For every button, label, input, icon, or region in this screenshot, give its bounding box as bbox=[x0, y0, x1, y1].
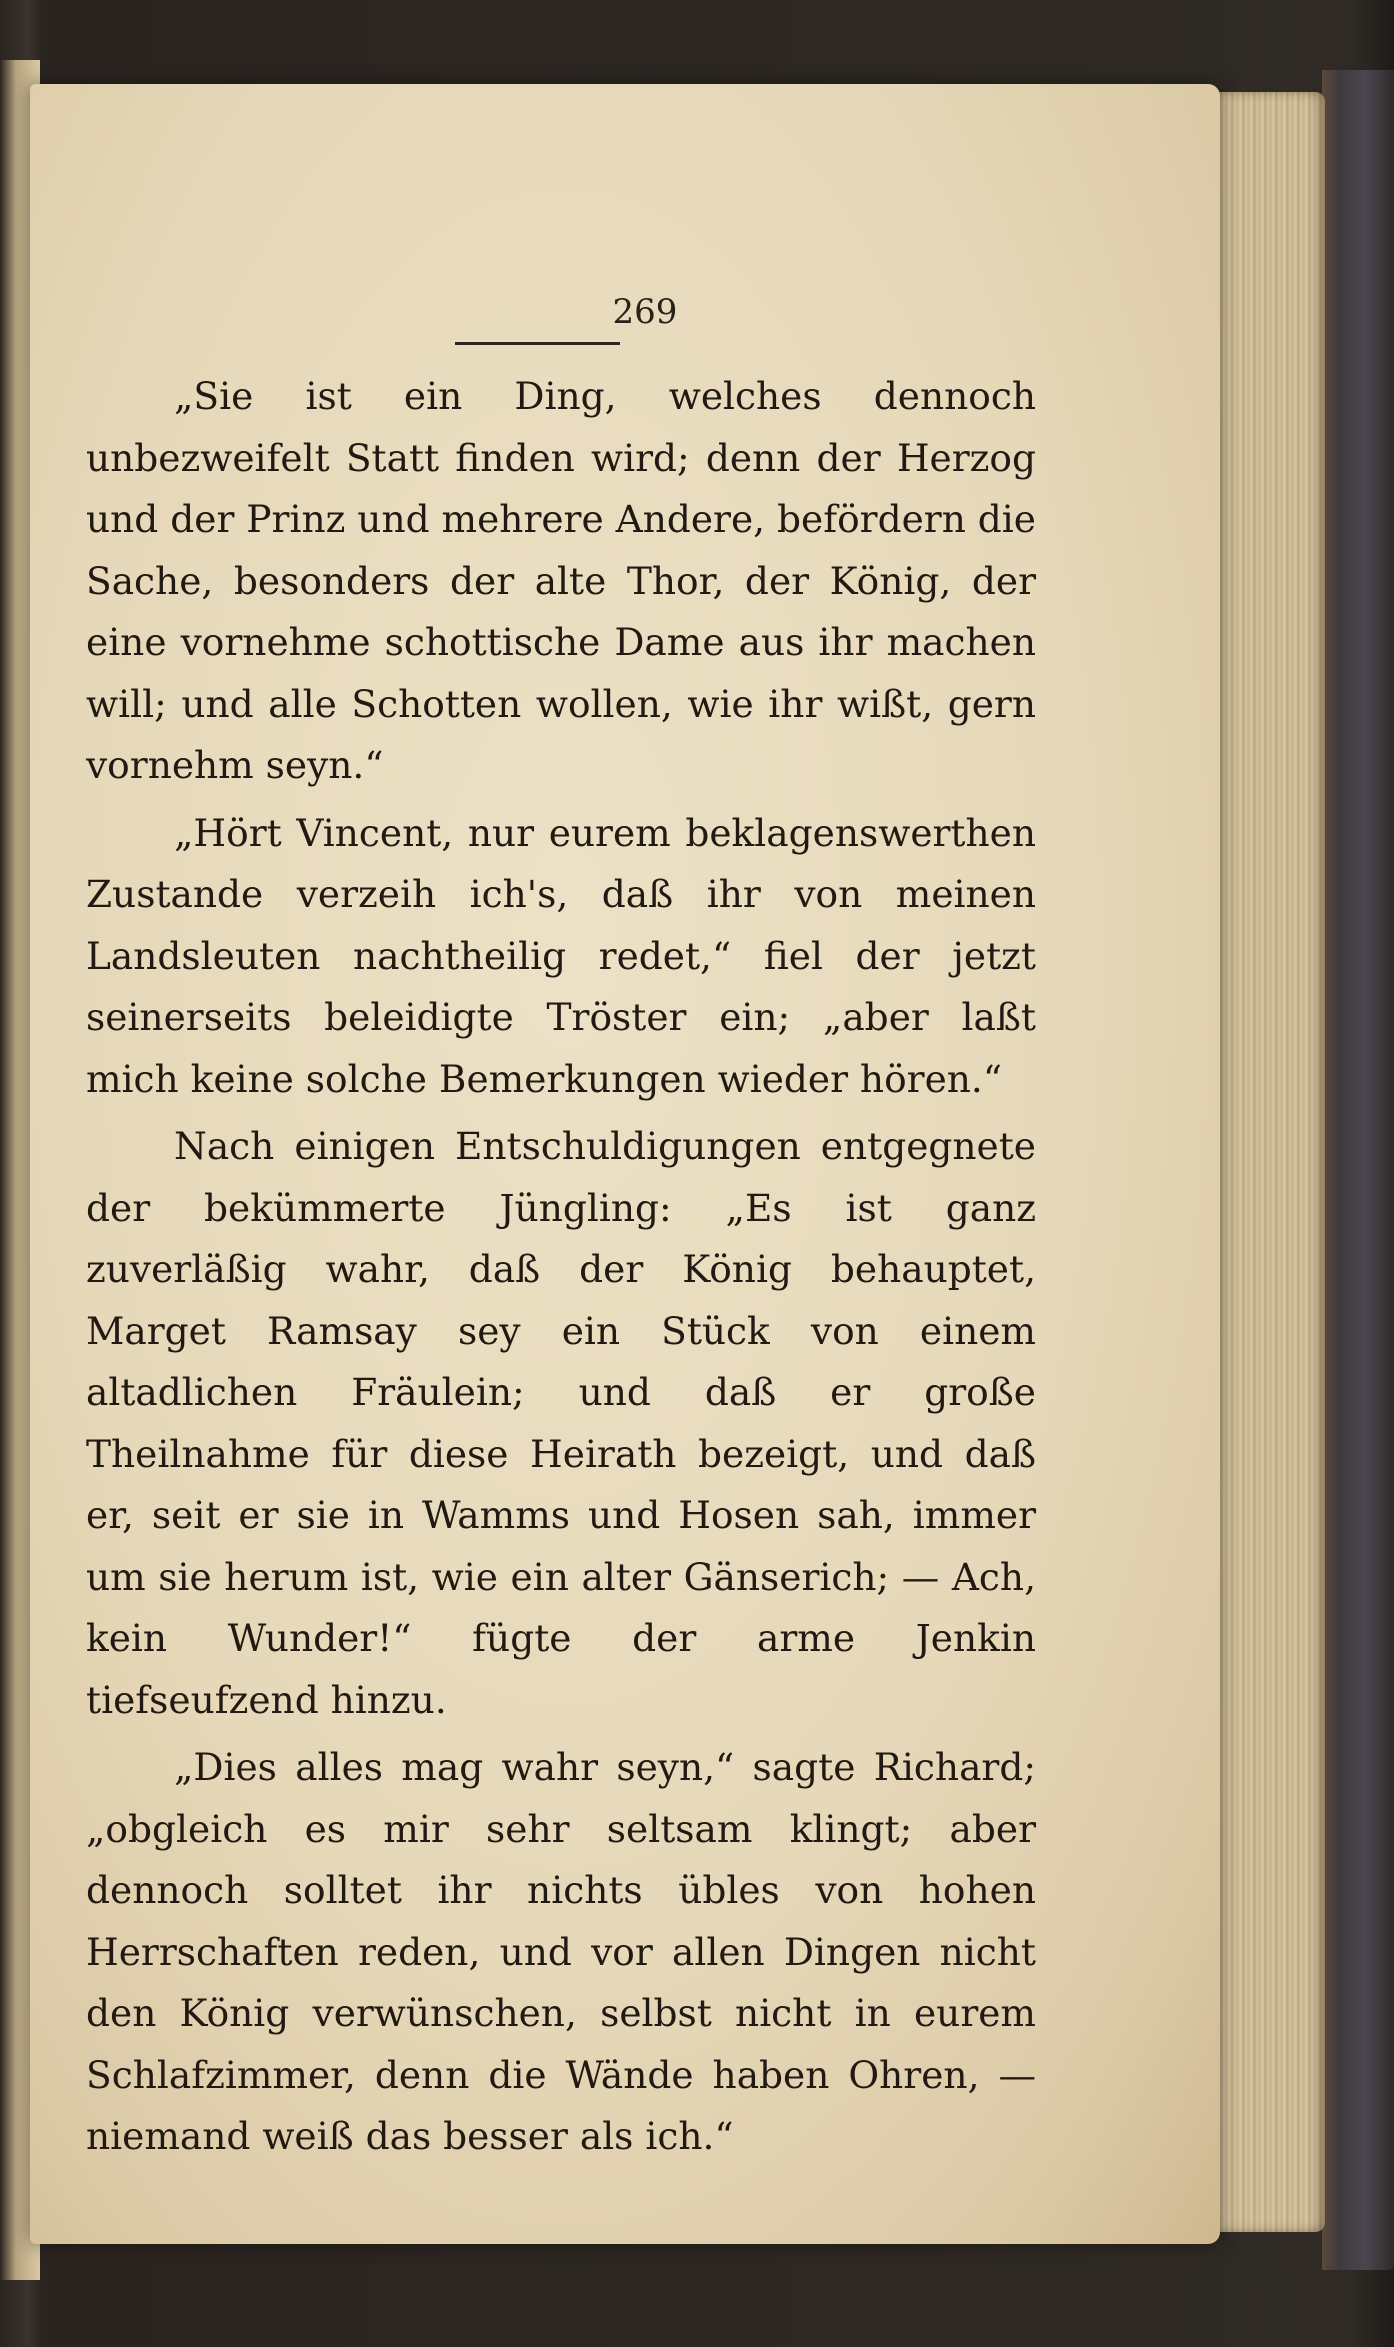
book-page bbox=[30, 84, 1220, 2244]
paragraph-2: „Hört Vincent, nur eurem beklagenswerthen Zustande verzeih ich's, daß ihr von meinen Landsleuten nachtheilig redet,“ fiel der jetzt seinerseits beleidigte Tröster ein; „aber laßt mich keine solche Bemerkungen wieder hören.“ bbox=[86, 810, 1036, 1101]
page-number: 269 bbox=[612, 292, 678, 332]
paragraph-3: Nach einigen Entschuldigungen entgegnete der bekümmerte Jüngling: „Es ist ganz zuverläßig wahr, daß der König behauptet, Marget Ramsay sey ein Stück von einem altadlichen Fräulein; und daß er große Theilnahme für diese Heirath bezeigt, und daß er, seit er sie in Wamms und Hosen sah, immer um sie herum ist, wie ein alter Gänserich; — Ach, kein Wunder!“ fügte der arme Jenkin tiefseufzend hinzu. bbox=[86, 1124, 1036, 1722]
book-cover-edge bbox=[1322, 70, 1394, 2270]
header-rule bbox=[455, 342, 620, 345]
paragraph-1: „Sie ist ein Ding, welches dennoch unbezweifelt Statt finden wird; denn der Herzog und der Prinz und mehrere Andere, befördern die Sache, besonders der alte Thor, der König, der eine vornehme schottische Dame aus ihr machen will; und alle Schotten wollen, wie ihr wißt, gern vornehm seyn.“ bbox=[86, 374, 1036, 787]
body-text bbox=[86, 366, 1036, 2168]
page-stack-edges bbox=[1205, 92, 1325, 2232]
paragraph-4: „Dies alles mag wahr seyn,“ sagte Richard; „obgleich es mir sehr seltsam klingt; aber dennoch solltet ihr nichts übles von hohen Herrschaften reden, und vor allen Dingen nicht den König verwünschen, selbst nicht in eurem Schlafzimmer, denn die Wände haben Ohren, — niemand weiß das besser als ich.“ bbox=[86, 1745, 1036, 2158]
